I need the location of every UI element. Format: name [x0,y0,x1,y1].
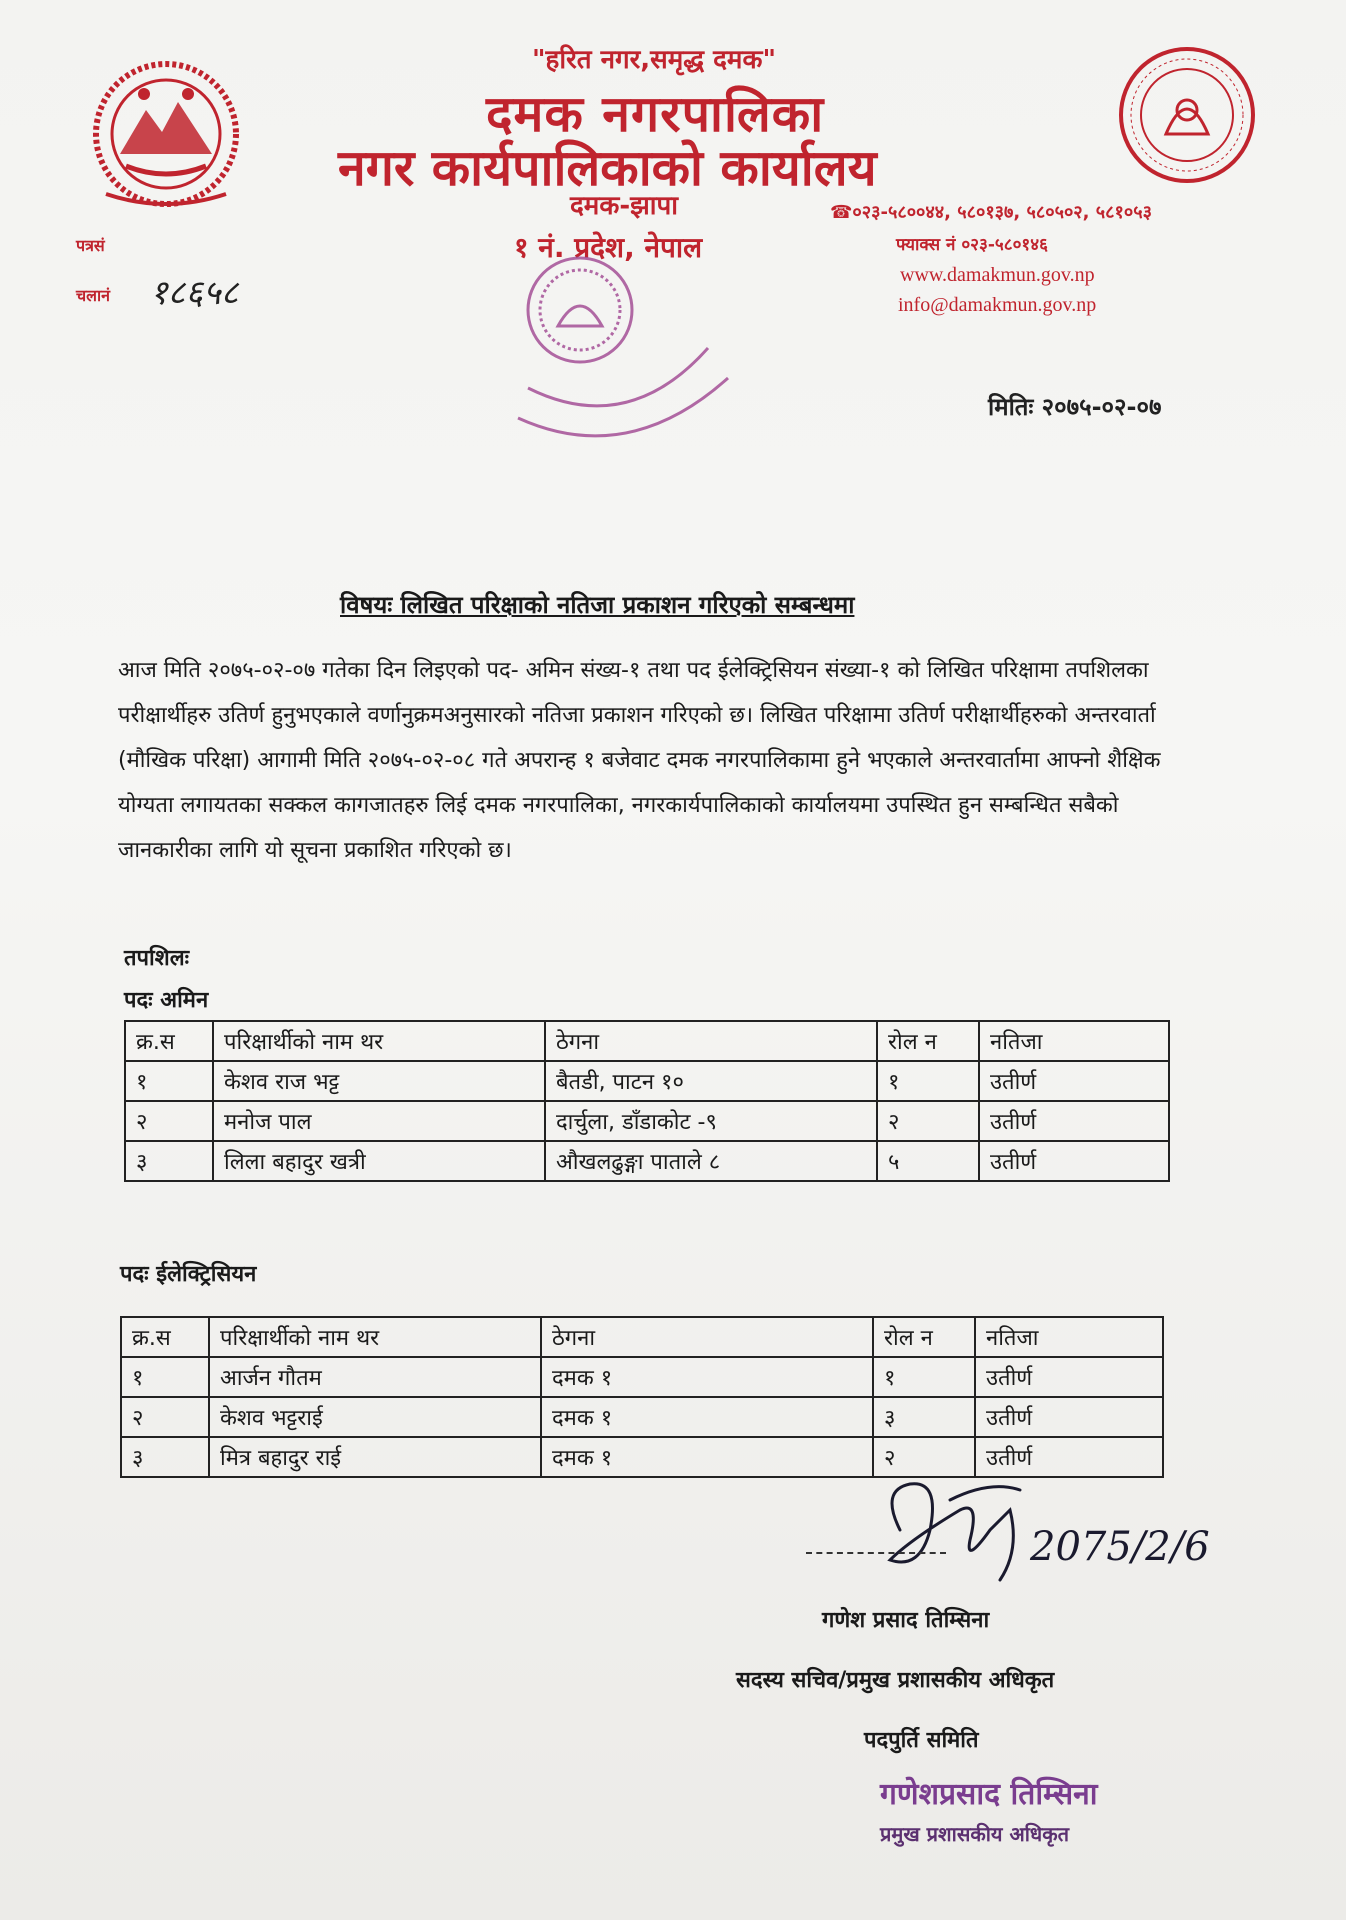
committee-name: पदपुर्ति समिति [864,1728,979,1753]
cell-roll: ३ [873,1397,975,1437]
post-electrician-label: पदः ईलेक्ट्रिसियन [120,1262,257,1287]
electrician-results-table [120,1316,1164,1478]
header-name: परिक्षार्थीको नाम थर [213,1021,545,1061]
cell-result: उतीर्ण [975,1437,1163,1477]
table-header-row [125,1021,1169,1061]
chalani-number: १८६५८ [150,273,239,313]
website-link[interactable]: www.damakmun.gov.np [900,264,1095,286]
municipality-name: दमक नगरपालिका [486,85,825,143]
fax-number: फ्याक्स नं ०२३-५८०१४६ [896,235,1048,255]
table-row [121,1397,1163,1437]
table-row [125,1061,1169,1101]
cell-roll: ५ [877,1141,979,1181]
table-header-row [121,1317,1163,1357]
cell-sn: २ [125,1101,213,1141]
cell-sn: १ [125,1061,213,1101]
cell-name: लिला बहादुर खत्री [213,1141,545,1181]
handwritten-signature [870,1470,1210,1600]
address-line2: १ नं. प्रदेश, नेपाल [514,231,703,264]
signature-line [806,1552,946,1554]
cell-address: दार्चुला, डाँडाकोट -९ [545,1101,877,1141]
cell-name: केशव राज भट्ट [213,1061,545,1101]
cell-name: मनोज पाल [213,1101,545,1141]
office-name: नगर कार्यपालिकाको कार्यालय [338,139,877,197]
header-result: नतिजा [975,1317,1163,1357]
chalani-label: चलानं [76,286,111,305]
cell-sn: १ [121,1357,209,1397]
nepal-emblem-logo [86,54,246,214]
header-roll: रोल न [873,1317,975,1357]
post-amin-label: पदः अमिन [124,988,209,1013]
cell-name: केशव भट्टराई [209,1397,541,1437]
tagline: "हरित नगर,समृद्ध दमक" [532,45,776,75]
signer-name: गणेश प्रसाद तिम्सिना [822,1608,990,1633]
amin-results-table [124,1020,1170,1182]
cell-result: उतीर्ण [979,1101,1169,1141]
cell-result: उतीर्ण [975,1397,1163,1437]
cell-name: आर्जन गौतम [209,1357,541,1397]
office-stamp [488,238,748,478]
cell-roll: १ [873,1357,975,1397]
header-address: ठेगना [545,1021,877,1061]
header-result: नतिजा [979,1021,1169,1061]
table-row [125,1141,1169,1181]
email-link[interactable]: info@damakmun.gov.np [898,294,1097,316]
header-sn: क्र.स [121,1317,209,1357]
header-address: ठेगना [541,1317,873,1357]
header-roll: रोल न [877,1021,979,1061]
cell-result: उतीर्ण [979,1141,1169,1181]
cell-sn: ३ [125,1141,213,1181]
subject-line: विषयः लिखित परिक्षाको नतिजा प्रकाशन गरिएको सम्बन्धमा [340,591,855,619]
cell-result: उतीर्ण [979,1061,1169,1101]
cell-address: दमक १ [541,1357,873,1397]
signer-post: सदस्य सचिव/प्रमुख प्रशासकीय अधिकृत [736,1668,1055,1693]
cell-sn: २ [121,1397,209,1437]
header-name: परिक्षार्थीको नाम थर [209,1317,541,1357]
details-heading: तपशिलः [124,946,190,971]
header-sn: क्र.स [125,1021,213,1061]
cell-roll: २ [873,1437,975,1477]
address-line1: दमक-झापा [570,191,679,221]
patra-sankhya-label: पत्रसं [76,236,105,255]
document-date: मितिः २०७५-०२-०७ [988,393,1162,421]
handwritten-date: 2075/2/6 [1030,1524,1210,1570]
cell-sn: ३ [121,1437,209,1477]
municipality-seal-icon [1116,44,1258,186]
cell-roll: २ [877,1101,979,1141]
cell-address: दमक १ [541,1437,873,1477]
cell-result: उतीर्ण [975,1357,1163,1397]
cell-address: औखलढुङ्गा पाताले ८ [545,1141,877,1181]
table-row [125,1101,1169,1141]
phone-numbers: ☎०२३-५८००४४, ५८०१३७, ५८०५०२, ५८१०५३ [830,202,1152,223]
post-stamp: प्रमुख प्रशासकीय अधिकृत [880,1822,1069,1846]
notice-paragraph: आज मिति २०७५-०२-०७ गतेका दिन लिइएको पद- अमिन संख्य-१ तथा पद ईलेक्ट्रिसियन संख्या-१ को लिखित परिक्षामा तपशिलका परीक्षार्थीहरु उतिर्ण हुनुभएकाले वर्णानुक्रमअनुसारको नतिजा प्रकाशन गरिएको छ। लिखित परिक्षामा उतिर्ण परीक्षार्थीहरुको अन्तरवार्ता (मौखिक परिक्षा) आगामी मिति २०७५-०२-०८ गते अपरान्ह १ बजेवाट दमक नगरपालिकामा हुने भएकाले अन्तरवार्तामा आफ्नो शैक्षिक योग्यता लगायतका सक्कल कागजातहरु लिई दमक नगरपालिका, नगरकार्यपालिकाको कार्यालयमा उपस्थित हुन सम्बन्धित सबैको जानकारीका लागि यो सूचना प्रकाशित गरिएको छ। [118,658,1161,863]
table-row [121,1357,1163,1397]
cell-address: दमक १ [541,1397,873,1437]
cell-name: मित्र बहादुर राई [209,1437,541,1477]
cell-roll: १ [877,1061,979,1101]
cell-address: बैतडी, पाटन १० [545,1061,877,1101]
name-stamp: गणेशप्रसाद तिम्सिना [880,1777,1098,1812]
